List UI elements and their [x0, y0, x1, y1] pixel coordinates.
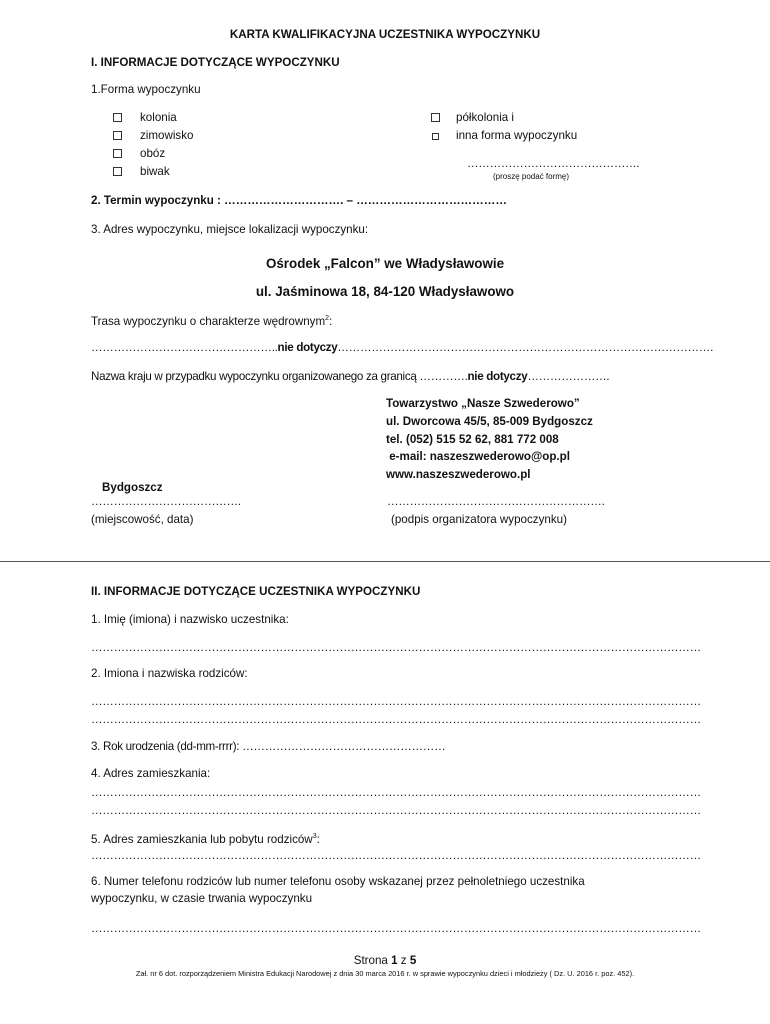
trasa-label: Trasa wypoczynku o charakterze wędrownym$^2$:: [91, 315, 333, 328]
organizer-phone: tel. (052) 515 52 62, 881 772 008: [386, 433, 559, 446]
other-form-field[interactable]: ……………………………………….: [467, 157, 640, 170]
section-1-heading: I. INFORMACJE DOTYCZĄCE WYPOCZYNKU: [91, 56, 340, 69]
rodzice-field-1[interactable]: ………………………………………………………………………………………………………………………………………………: [91, 695, 701, 708]
checkbox-icon[interactable]: [432, 133, 439, 140]
termin-field[interactable]: 2. Termin wypoczynku : …………………………. – …………………………………: [91, 194, 507, 207]
checkbox-icon[interactable]: [113, 149, 122, 158]
signature-caption: (podpis organizatora wypoczynku): [391, 513, 567, 526]
forma-label: 1.Forma wypoczynku: [91, 83, 201, 96]
section-divider: [0, 561, 770, 562]
checkbox-icon[interactable]: [113, 131, 122, 140]
venue-name: Ośrodek „Falcon” we Władysławowie: [265, 256, 505, 271]
rok-urodzenia-field[interactable]: 3. Rok urodzenia (dd-mm-rrrr): ………………………………………………: [91, 740, 446, 753]
footer-note: Zał. nr 6 dot. rozporządzeniem Ministra Edukacji Narodowej z dnia 30 marca 2016 r. w sprawie wypoczynku dzieci i młodzieży ( Dz. U. 2016 r. poz. 452).: [135, 969, 635, 978]
place-date-caption: (miejscowość, data): [91, 513, 194, 526]
adres-label: 3. Adres wypoczynku, miejsce lokalizacji wypoczynku:: [91, 223, 369, 236]
checkbox-icon[interactable]: [431, 113, 440, 122]
organizer-email: e-mail: naszeszwederowo@op.pl: [386, 450, 570, 463]
organizer-website: www.naszeszwederowo.pl: [386, 468, 531, 481]
telefon-field[interactable]: ………………………………………………………………………………………………………………………………………………: [91, 922, 701, 935]
option-inna-forma[interactable]: inna forma wypoczynku: [432, 129, 577, 143]
page-number: Strona 1 z 5: [353, 954, 417, 967]
adres-zamieszkania-label: 4. Adres zamieszkania:: [91, 767, 211, 780]
document-title: KARTA KWALIFIKACYJNA UCZESTNIKA WYPOCZYNKU: [229, 28, 541, 41]
adres-rodzicow-field[interactable]: ………………………………………………………………………………………………………………………………………………: [91, 849, 701, 862]
telefon-label-line-2: wypoczynku, w czasie trwania wypoczynku: [91, 892, 313, 905]
option-biwak[interactable]: biwak: [113, 165, 170, 179]
checkbox-icon[interactable]: [113, 113, 122, 122]
option-kolonia[interactable]: kolonia: [113, 111, 177, 125]
trasa-field[interactable]: …………………………………………..nie dotyczy……………………………………………………………………………………….: [91, 341, 714, 354]
checkbox-icon[interactable]: [113, 167, 122, 176]
kraj-field[interactable]: Nazwa kraju w przypadku wypoczynku organizowanego za granicą ………….nie dotyczy………………….: [91, 370, 610, 383]
telefon-label-line-1: 6. Numer telefonu rodziców lub numer telefonu osoby wskazanej przez pełnoletniego uczestnika: [91, 875, 585, 888]
adres-zamieszkania-field-1[interactable]: ………………………………………………………………………………………………………………………………………………: [91, 786, 701, 799]
imie-label: 1. Imię (imiona) i nazwisko uczestnika:: [91, 613, 289, 626]
organizer-street: ul. Dworcowa 45/5, 85-009 Bydgoszcz: [386, 415, 593, 428]
rodzice-field-2[interactable]: ………………………………………………………………………………………………………………………………………………: [91, 713, 701, 726]
venue-address: ul. Jaśminowa 18, 84-120 Władysławowo: [255, 284, 515, 299]
adres-zamieszkania-field-2[interactable]: ………………………………………………………………………………………………………………………………………………: [91, 804, 701, 817]
section-2-heading: II. INFORMACJE DOTYCZĄCE UCZESTNIKA WYPOCZYNKU: [91, 585, 421, 598]
place-date-field[interactable]: ………………………………….: [91, 495, 241, 508]
imie-field[interactable]: ………………………………………………………………………………………………………………………………………………: [91, 641, 701, 654]
signature-field[interactable]: ………………………………………………….: [387, 495, 605, 508]
option-oboz[interactable]: obóz: [113, 147, 165, 161]
organizer-name: Towarzystwo „Nasze Szwederowo”: [386, 397, 580, 410]
option-polkolonia[interactable]: półkolonia i: [431, 111, 514, 125]
place-value: Bydgoszcz: [102, 481, 163, 494]
adres-rodzicow-label: 5. Adres zamieszkania lub pobytu rodziców$^3$:: [91, 833, 320, 846]
rodzice-label: 2. Imiona i nazwiska rodziców:: [91, 667, 248, 680]
option-zimowisko[interactable]: zimowisko: [113, 129, 193, 143]
other-form-hint: (proszę podać formę): [493, 172, 570, 181]
